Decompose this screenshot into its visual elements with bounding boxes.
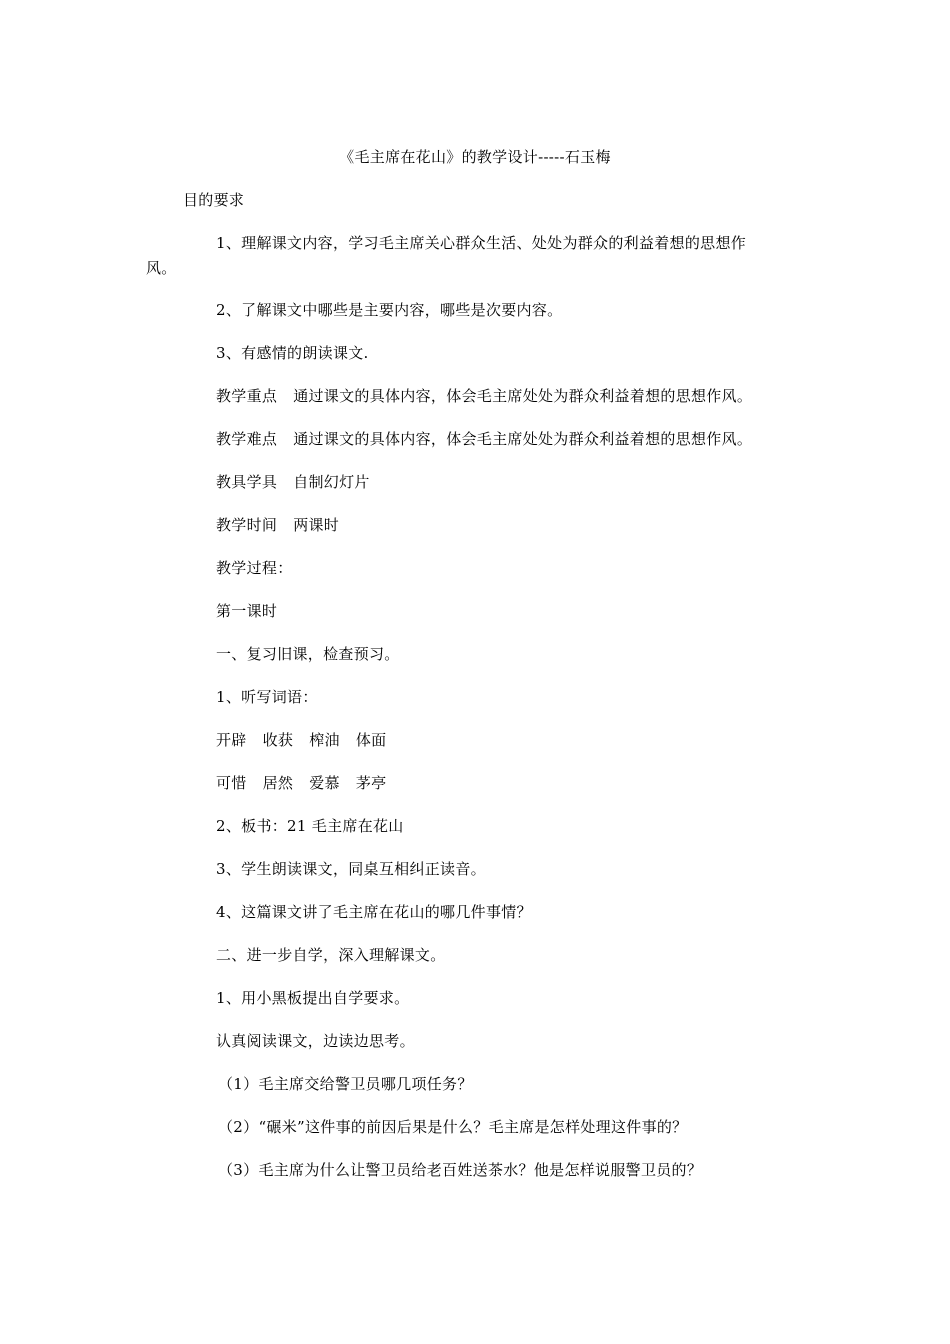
key-point <box>216 386 752 406</box>
word-item: 居然 <box>262 774 294 792</box>
question-2: （2）“碾米”这件事的前因后果是什么？毛主席是怎样处理这件事的？ <box>218 1118 688 1136</box>
tools-text: 自制幻灯片 <box>293 473 370 491</box>
section-goals-heading: 目的要求 <box>183 191 245 209</box>
goal-1-line2: 风。 <box>146 259 177 277</box>
word-row-2 <box>216 773 386 793</box>
tools-label: 教具学具 <box>216 473 278 491</box>
word-row-1 <box>216 730 386 750</box>
word-item: 收获 <box>262 731 294 749</box>
goal-1-line1: 1、理解课文内容，学习毛主席关心群众生活、处处为群众的利益着想的思想作 <box>216 234 747 252</box>
blackboard-requirement: 1、用小黑板提出自学要求。 <box>216 989 410 1007</box>
word-item: 爱慕 <box>309 774 340 792</box>
word-item: 可惜 <box>216 774 247 792</box>
teaching-tools <box>216 472 370 492</box>
time-text: 两课时 <box>293 516 340 534</box>
word-item: 体面 <box>355 731 387 749</box>
word-item: 开辟 <box>216 731 247 749</box>
process-label: 教学过程： <box>216 559 293 577</box>
teaching-time <box>216 515 339 535</box>
difficult-point <box>216 429 752 449</box>
lesson-one-heading: 第一课时 <box>216 602 278 620</box>
goal-3: 3、有感情的朗读课文. <box>216 344 369 362</box>
word-item: 茅亭 <box>355 774 387 792</box>
goal-2: 2、了解课文中哪些是主要内容，哪些是次要内容。 <box>216 301 563 319</box>
key-point-label: 教学重点 <box>216 387 278 405</box>
key-point-text: 通过课文的具体内容，体会毛主席处处为群众利益着想的思想作风。 <box>293 387 753 405</box>
read-think-instruction: 认真阅读课文，边读边思考。 <box>216 1032 415 1050</box>
question-3: （3）毛主席为什么让警卫员给老百姓送茶水？他是怎样说服警卫员的？ <box>218 1161 703 1179</box>
part-one-heading: 一、复习旧课，检查预习。 <box>216 645 400 663</box>
difficult-point-text: 通过课文的具体内容，体会毛主席处处为群众利益着想的思想作风。 <box>293 430 753 448</box>
difficult-point-label: 教学难点 <box>216 430 278 448</box>
board-writing: 2、板书：21 毛主席在花山 <box>216 817 404 835</box>
word-item: 榨油 <box>309 731 340 749</box>
dictation-label: 1、听写词语： <box>216 688 318 706</box>
read-aloud-step: 3、学生朗读课文，同桌互相纠正读音。 <box>216 860 486 878</box>
question-1: （1）毛主席交给警卫员哪几项任务？ <box>218 1075 473 1093</box>
document-title: 《毛主席在花山》的教学设计-----石玉梅 <box>339 148 611 166</box>
time-label: 教学时间 <box>216 516 278 534</box>
events-question: 4、这篇课文讲了毛主席在花山的哪几件事情？ <box>216 903 532 921</box>
part-two-heading: 二、进一步自学，深入理解课文。 <box>216 946 446 964</box>
